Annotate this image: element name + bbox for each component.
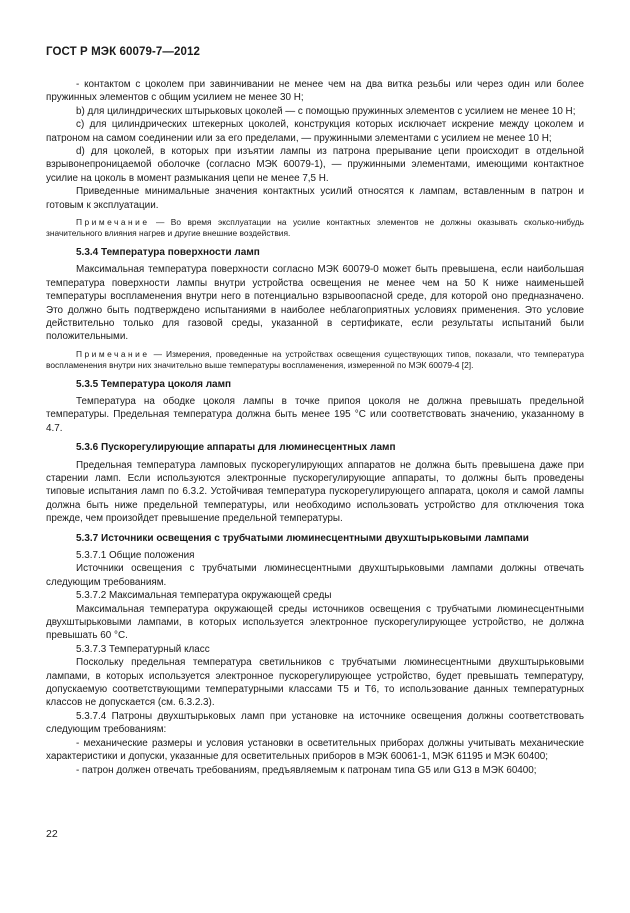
paragraph: Максимальная температура окружающей среды источников освещения с трубчатыми люминесцентными двухштырьковыми лампами, в которых используется электронное пускорегулирующее устройство, не должна превышать 60 °С.: [46, 603, 584, 642]
section-heading: 5.3.7 Источники освещения с трубчатыми люминесцентными двухштырьковыми лампами: [76, 532, 529, 544]
paragraph: - контактом с цоколем при завинчивании не менее чем на два витка резьбы или через один или более пружинных элементов с общим усилием не менее 30 Н;: [46, 79, 584, 104]
paragraph: - патрон должен отвечать требованиям, предъявляемым к патронам типа G5 или G13 в МЭК 60400;: [76, 764, 537, 776]
subsection-heading: 5.3.7.3 Температурный класс: [76, 643, 210, 655]
note: [46, 349, 584, 372]
paragraph: Максимальная температура поверхности согласно МЭК 60079-0 может быть превышена, если наибольшая температура поверхности лампы внутри устройства освещения не менее чем на 50 К ниже наименьшей температуры воспламенения внутри него в потенциально взрывоопасной среде, для которой оно предназначено. Это должно быть подтверждено испытаниями в наиболее неблагоприятных условиях применения. Это условие действительно только для газовой среды, указанной в сертификате, если результаты испытаний были положительными.: [46, 264, 584, 343]
paragraph: - механические размеры и условия установки в осветительных приборах должны учитывать механические характеристики и допуски, указанные для осветительных приборов в МЭК 60061-1, МЭК 61195 и МЭК 60400;: [46, 737, 584, 763]
paragraph: 5.3.7.4 Патроны двухштырьковых ламп при установке на источнике освещения должны соответствовать следующим требованиям:: [46, 710, 584, 736]
section-heading: 5.3.5 Температура цоколя ламп: [76, 378, 232, 390]
document-header: ГОСТ Р МЭК 60079-7—2012: [46, 46, 200, 58]
paragraph: Поскольку предельная температура светильников с трубчатыми люминесцентными двухштырьковыми лампами, в которых используется электронное пускорегулирующее устройство, будет превышать температуру, допускаемую соответствующими температурными классами Т5 и Т6, то использование данных температурных классов не допускается (см. 6.3.2.3).: [46, 657, 584, 709]
note: [46, 217, 584, 240]
document-body: [46, 78, 584, 777]
note-label: Примечание: [76, 348, 150, 359]
paragraph: Источники освещения с трубчатыми люминесцентными двухштырьковыми лампами должны отвечать следующим требованиям.: [46, 563, 584, 588]
paragraph: d) для цоколей, в которых при изъятии лампы из патрона прерывание цепи происходит в отдельной взрывонепроницаемой оболочке (согласно МЭК 60079-1), — пружинными элементами, имеющими контактное усилие на цоколь в момент размыкания цепи не менее 7,5 Н.: [46, 146, 584, 184]
paragraph: Температура на ободке цоколя лампы в точке припоя цоколя не должна превышать предельной температуры. Предельная температура должна быть менее 195 °С или соответствовать значению, указанному в 4.7.: [46, 395, 584, 434]
section-heading: 5.3.4 Температура поверхности ламп: [76, 246, 260, 258]
paragraph: Предельная температура ламповых пускорегулирующих аппаратов не должна быть превышена даже при старении ламп. Если используются электронные пускорегулирующие аппараты, то должны быть проведены типовые испытания ламп по 6.3.2. Устойчивая температура пускорегулирующего аппарата, цоколя и самой лампы должна быть ниже предельной температуры, или необходимо использовать устройство для отключения тока прежде, чем произойдет превышение предельной температуры.: [46, 459, 584, 525]
paragraph: c) для цилиндрических штекерных цоколей, конструкция которых исключает искрение между цоколем и патроном на самом соединении или за его пределами, — пружинными элементами с усилием не менее 10 Н;: [46, 119, 584, 144]
note-text: — Во время эксплуатации на усилие контактных элементов не должны оказывать сколько-нибудь значительного влияния нагрев и другие внешние воздействия.: [46, 217, 584, 239]
subsection-heading: 5.3.7.1 Общие положения: [76, 550, 195, 561]
note-text: — Измерения, проведенные на устройствах освещения существующих типов, показали, что температура воспламенения внутри них значительно выше температуры воспламенения, измеренной по МЭК 60079-4 [2].: [46, 348, 584, 371]
paragraph: Приведенные минимальные значения контактных усилий относятся к лампам, вставленным в патрон и готовым к эксплуатации.: [46, 186, 584, 211]
page-number: 22: [46, 828, 58, 840]
subsection-heading: 5.3.7.2 Максимальная температура окружающей среды: [76, 590, 332, 602]
note-label: Примечание: [76, 217, 150, 228]
paragraph: b) для цилиндрических штырьковых цоколей — с помощью пружинных элементов с усилием не менее 10 Н;: [76, 105, 576, 117]
section-heading: 5.3.6 Пускорегулирующие аппараты для люминесцентных ламп: [76, 442, 396, 454]
